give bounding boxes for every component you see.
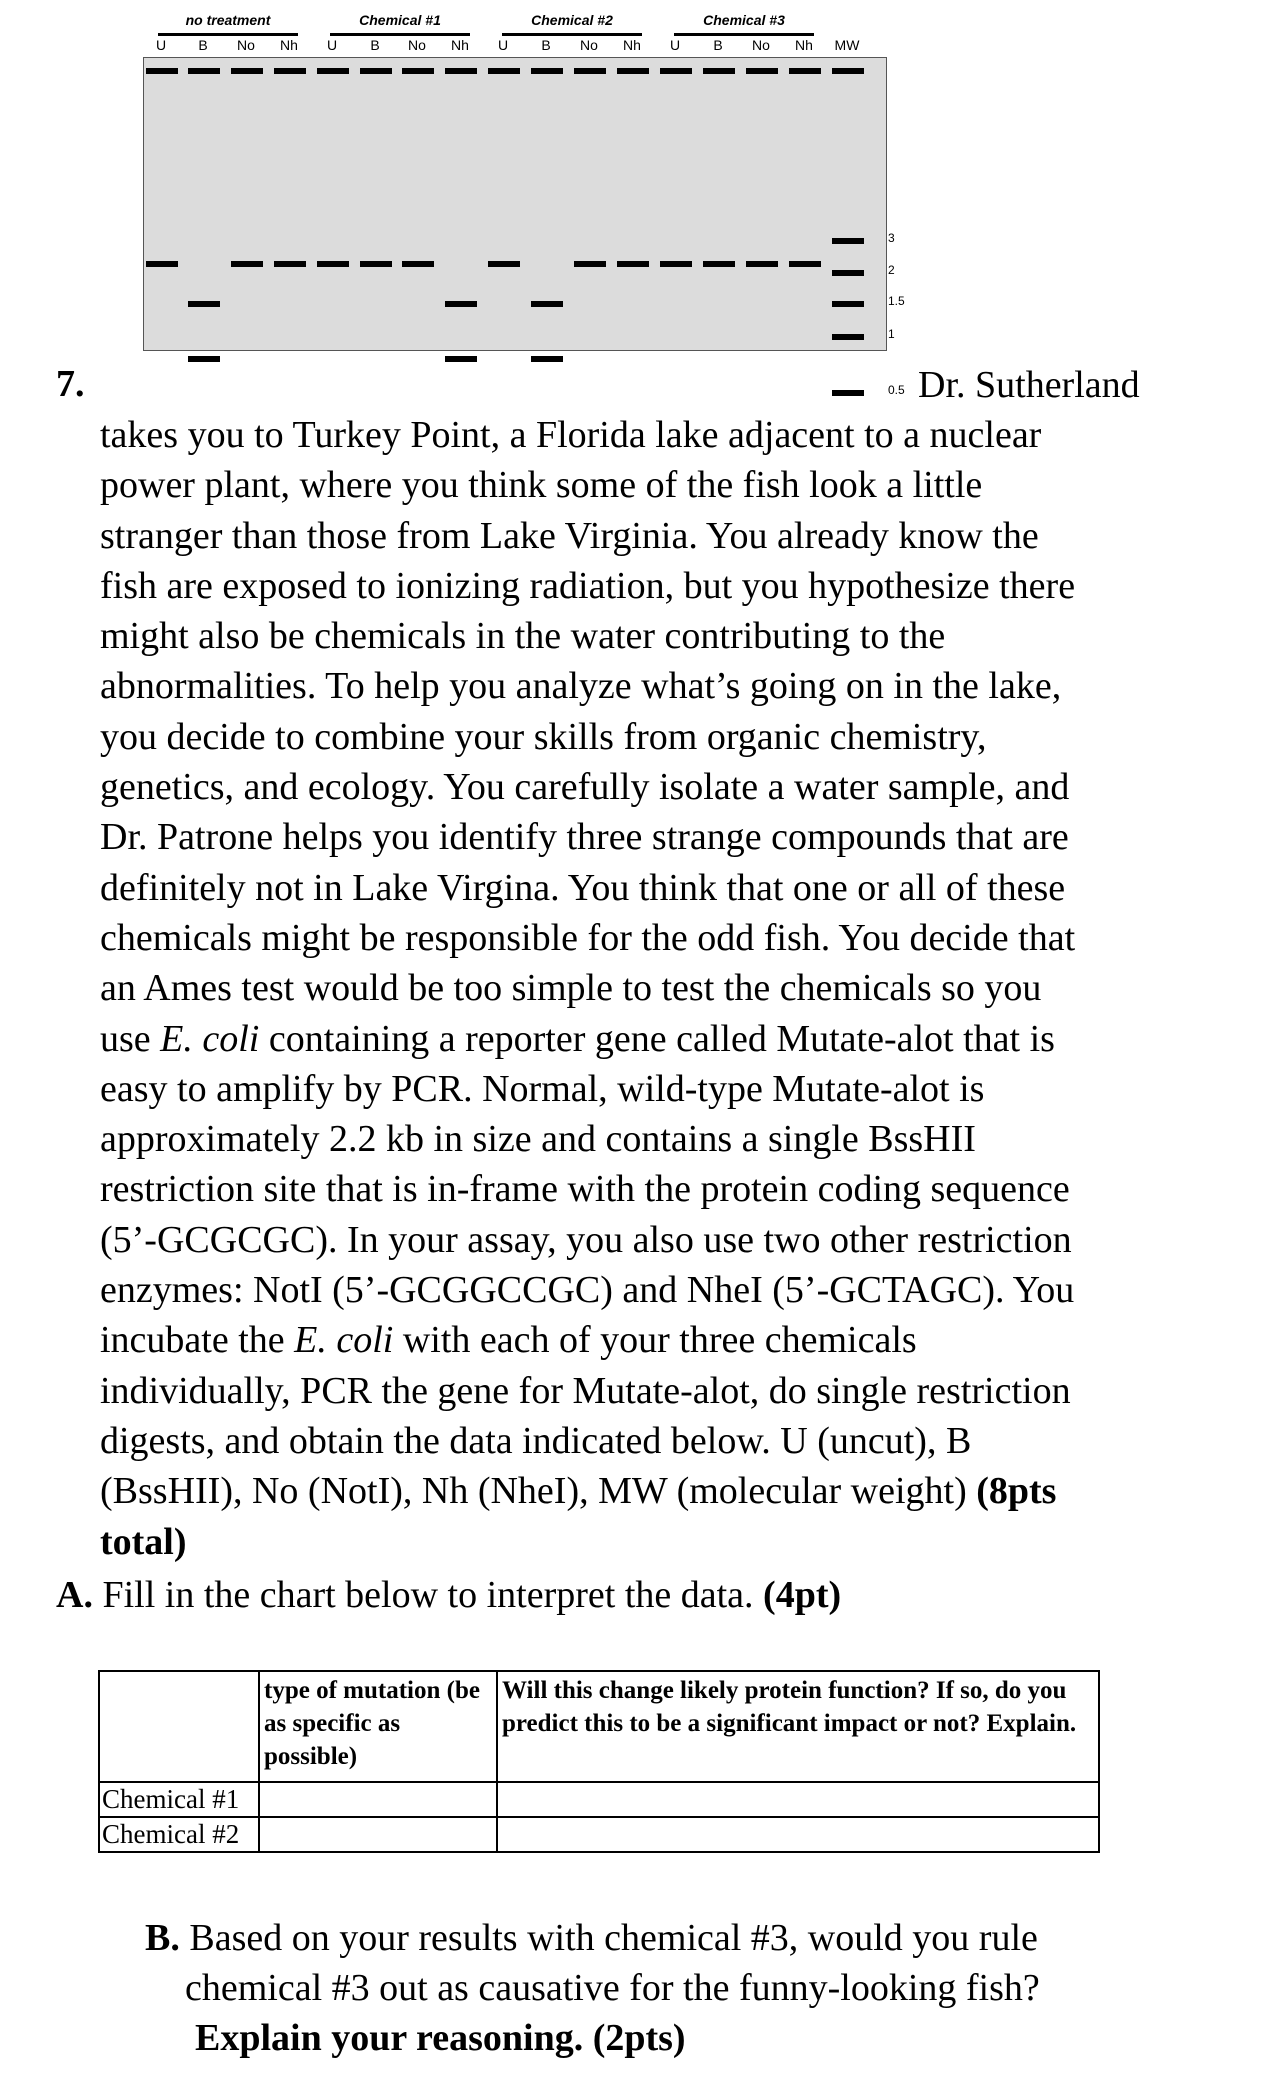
question-line: chemicals might be responsible for the odd fish. You decide that — [100, 916, 1076, 959]
gel-lane-label: U — [326, 37, 338, 53]
gel-band — [488, 261, 520, 267]
gel-lane-label: U — [497, 37, 509, 53]
gel-well — [188, 68, 220, 74]
gel-group-label: Chemical #2 — [531, 12, 613, 28]
part-b-line-2: chemical #3 out as causative for the funny-looking fish? — [185, 1967, 1040, 2009]
gel-group-underline — [158, 33, 298, 36]
question-body — [100, 410, 1235, 1567]
question-line: might also be chemicals in the water contributing to the — [100, 615, 946, 658]
mw-ladder-band — [832, 334, 864, 340]
gel-band — [531, 301, 563, 307]
mw-ladder-band — [832, 238, 864, 244]
question-line: fish are exposed to ionizing radiation, but you hypothesize there — [100, 564, 1076, 607]
gel-lane-label: No — [752, 37, 770, 53]
chemical-1-function-cell[interactable] — [497, 1782, 1099, 1817]
part-a-text: Fill in the chart below to interpret the data. — [102, 1574, 754, 1616]
gel-group-underline — [502, 33, 642, 36]
gel-lane-label: Nh — [451, 37, 469, 53]
gel-group-underline — [330, 33, 470, 36]
gel-well — [832, 68, 864, 74]
gel-lane-label: U — [669, 37, 681, 53]
mw-marker-label: 1.5 — [888, 294, 905, 308]
gel-band — [574, 261, 606, 267]
gel-band — [402, 261, 434, 267]
question-line: incubate the E. coli with each of your three chemicals — [100, 1319, 917, 1362]
table-header-row — [99, 1671, 1099, 1782]
gel-well — [231, 68, 263, 74]
part-a-points: (4pt) — [763, 1574, 842, 1616]
gel-well — [360, 68, 392, 74]
question-line: digests, and obtain the data indicated below. U (uncut), B — [100, 1419, 972, 1462]
gel-band — [274, 261, 306, 267]
gel-group-underline — [674, 33, 814, 36]
question-line: definitely not in Lake Virgina. You think that one or all of these — [100, 866, 1066, 909]
gel-lane-label: No — [237, 37, 255, 53]
table-corner-cell — [99, 1671, 259, 1782]
table-row — [99, 1817, 1099, 1852]
question-line: an Ames test would be too simple to test the chemicals so you — [100, 967, 1042, 1010]
gel-well — [660, 68, 692, 74]
gel-well — [317, 68, 349, 74]
question-line: restriction site that is in-frame with the protein coding sequence — [100, 1168, 1070, 1211]
question-line: individually, PCR the gene for Mutate-alot, do single restriction — [100, 1369, 1071, 1412]
gel-band — [789, 261, 821, 267]
gel-lane-label: B — [713, 37, 723, 53]
answer-table — [98, 1670, 1100, 1853]
gel-band — [445, 356, 477, 362]
question-line: approximately 2.2 kb in size and contains a single BssHII — [100, 1118, 976, 1161]
mw-ladder-band — [832, 390, 864, 396]
gel-well — [617, 68, 649, 74]
part-b-text-1: Based on your results with chemical #3, would you rule — [189, 1917, 1038, 1959]
part-a-letter: A. — [56, 1574, 93, 1616]
gel-band — [617, 261, 649, 267]
question-line: abnormalities. To help you analyze what’s going on in the lake, — [100, 665, 1062, 708]
question-line: total) — [100, 1520, 187, 1563]
gel-well — [402, 68, 434, 74]
gel-band — [188, 356, 220, 362]
gel-band — [231, 261, 263, 267]
gel-lane-label: No — [408, 37, 426, 53]
part-b-line-3: Explain your reasoning. (2pts) — [195, 2017, 686, 2059]
gel-well — [574, 68, 606, 74]
gel-band — [360, 261, 392, 267]
gel-band — [188, 301, 220, 307]
gel-well — [274, 68, 306, 74]
gel-group-label: no treatment — [185, 12, 271, 28]
row-label-chemical-1: Chemical #1 — [99, 1782, 259, 1817]
question-line: takes you to Turkey Point, a Florida lake adjacent to a nuclear — [100, 414, 1042, 456]
part-a-prompt — [56, 1573, 841, 1617]
gel-lane-label: MW — [834, 37, 860, 53]
table-row — [99, 1782, 1099, 1817]
gel-well — [445, 68, 477, 74]
gel-well — [789, 68, 821, 74]
gel-well — [703, 68, 735, 74]
gel-group-label: Chemical #3 — [703, 12, 785, 28]
gel-group-label: Chemical #1 — [359, 12, 441, 28]
gel-band — [146, 261, 178, 267]
question-line: (5’-GCGCGC). In your assay, you also use two other restriction — [100, 1218, 1072, 1261]
mutation-type-header: type of mutation (be as specific as possible) — [259, 1671, 497, 1782]
mw-ladder-band — [832, 270, 864, 276]
row-label-chemical-2: Chemical #2 — [99, 1817, 259, 1852]
part-b-prompt — [145, 1913, 1040, 2063]
gel-lane-label: No — [580, 37, 598, 53]
gel-lane-label: Nh — [280, 37, 298, 53]
part-b-letter: B. — [145, 1917, 180, 1959]
question-line: power plant, where you think some of the fish look a little — [100, 464, 983, 507]
mw-marker-label: 2 — [888, 263, 895, 277]
gel-well — [146, 68, 178, 74]
question-line: use E. coli containing a reporter gene called Mutate-alot that is — [100, 1017, 1055, 1060]
gel-lane-label: Nh — [623, 37, 641, 53]
part-b-line-1 — [145, 1913, 1040, 1963]
protein-function-header: Will this change likely protein function? If so, do you predict this to be a significant impact or not? Explain. — [497, 1671, 1099, 1782]
chemical-1-mutation-cell[interactable] — [259, 1782, 497, 1817]
question-line: enzymes: NotI (5’-GCGGCCGC) and NheI (5’-GCTAGC). You — [100, 1269, 1075, 1312]
question-line: easy to amplify by PCR. Normal, wild-type Mutate-alot is — [100, 1067, 985, 1110]
question-line: stranger than those from Lake Virginia. You already know the — [100, 514, 1039, 557]
gel-band — [746, 261, 778, 267]
gel-band — [660, 261, 692, 267]
gel-lane-label: U — [155, 37, 167, 53]
chemical-2-mutation-cell[interactable] — [259, 1817, 497, 1852]
gel-band — [445, 301, 477, 307]
mw-marker-label: 3 — [888, 231, 895, 245]
question-line: genetics, and ecology. You carefully isolate a water sample, and — [100, 766, 1070, 809]
gel-image — [143, 57, 887, 351]
gel-lane-label: Nh — [795, 37, 813, 53]
mw-marker-label: 0.5 — [888, 383, 905, 397]
mw-marker-label: 1 — [888, 327, 895, 341]
gel-lane-label: B — [541, 37, 551, 53]
gel-well — [531, 68, 563, 74]
mw-ladder-band — [832, 301, 864, 307]
gel-well — [488, 68, 520, 74]
chemical-2-function-cell[interactable] — [497, 1817, 1099, 1852]
gel-lane-label: B — [198, 37, 208, 53]
question-line: Dr. Patrone helps you identify three strange compounds that are — [100, 816, 1069, 859]
gel-band — [317, 261, 349, 267]
question-line: you decide to combine your skills from organic chemistry, — [100, 715, 987, 758]
gel-band — [703, 261, 735, 267]
question-number: 7. — [56, 363, 85, 405]
gel-lane-label: B — [370, 37, 380, 53]
gel-well — [746, 68, 778, 74]
gel-band — [531, 356, 563, 362]
question-line: (BssHII), No (NotI), Nh (NheI), MW (molecular weight) (8pts — [100, 1470, 1057, 1513]
question-lead: Dr. Sutherland — [918, 364, 1140, 406]
